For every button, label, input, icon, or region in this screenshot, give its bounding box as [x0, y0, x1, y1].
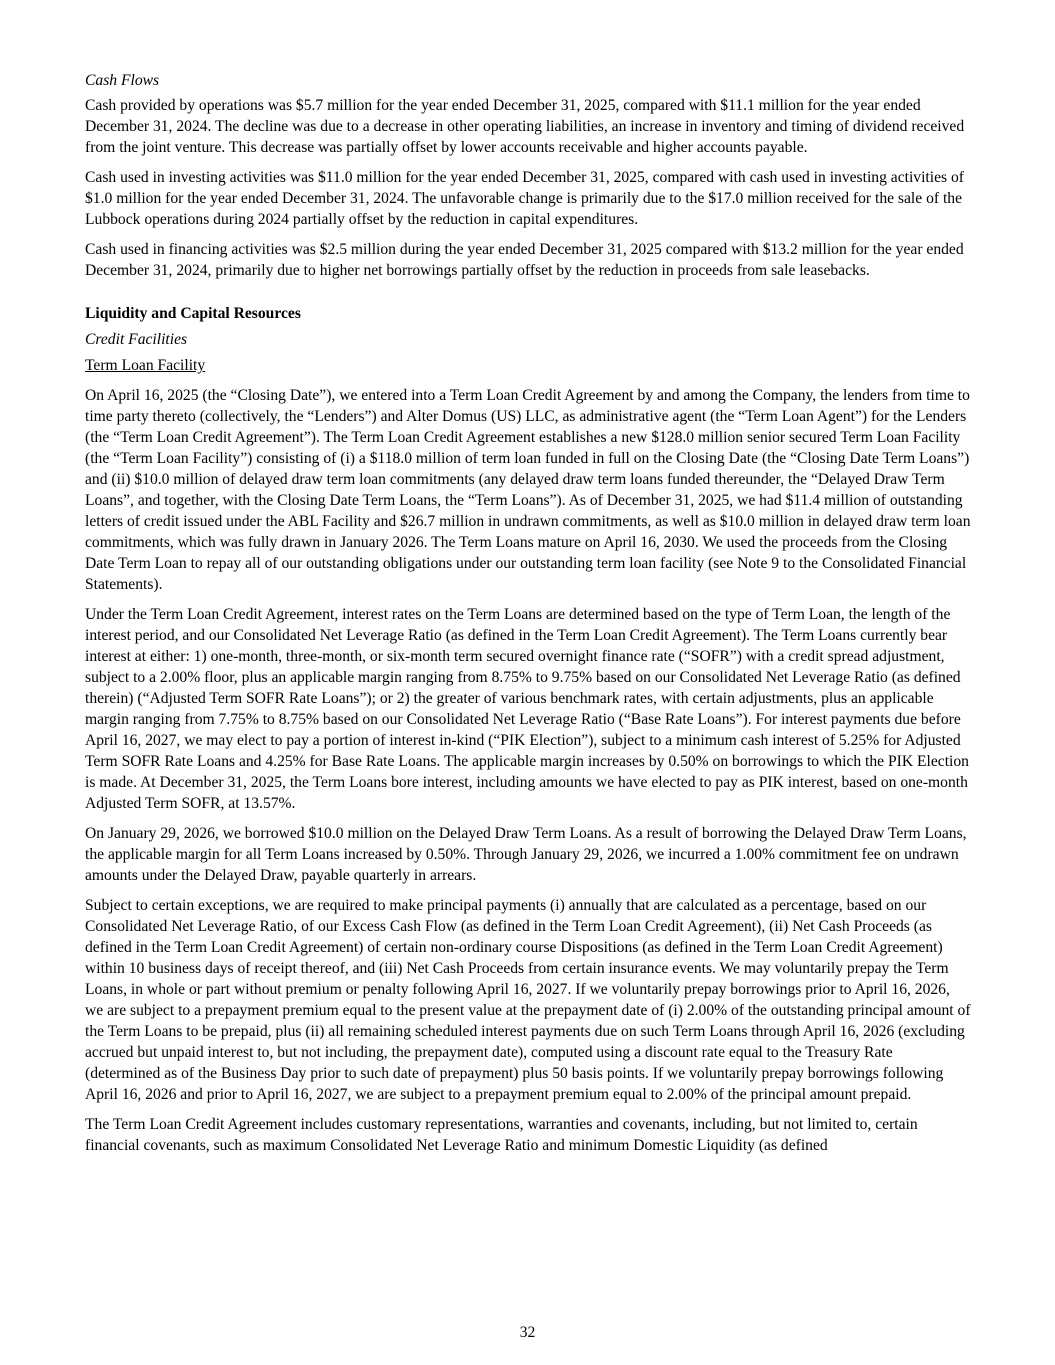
interest-rates-paragraph: Under the Term Loan Credit Agreement, interest rates on the Term Loans are determined based on the type of Term Loan, the length of the interest period, and our Consolidated Net Leverage Ratio (as defined in the Term Loan Credit Agreement). The Term Loans currently bear interest at either: 1) one-month, three-month, or six-month term secured overnight finance rate (“SOFR”) with a credit spread adjustment, subject to a 2.00% floor, plus an applicable margin ranging from 8.75% to 9.75% based on our Consolidated Net Leverage Ratio (as defined therein) (“Adjusted Term SOFR Rate Loans”); or 2) the greater of various benchmark rates, with certain adjustments, plus an applicable margin ranging from 7.75% to 8.75% based on our Consolidated Net Leverage Ratio (“Base Rate Loans”). For interest payments due before April 16, 2027, we may elect to pay a portion of interest in-kind (“PIK Election”), subject to a minimum cash interest of 5.25% for Adjusted Term SOFR Rate Loans and 4.25% for Base Rate Loans. The applicable margin increases by 0.50% on borrowings to which the PIK Election is made. At December 31, 2025, the Term Loans bore interest, including amounts we have elected to pay as PIK interest, based on one-month Adjusted Term SOFR, at 13.57%. [85, 606, 969, 812]
cash-flows-operations-paragraph: Cash provided by operations was $5.7 million for the year ended December 31, 2025, compared with $11.1 million for the year ended December 31, 2024. The decline was due to a decrease in other operating liabilities, an increase in inventory and timing of dividend received from the joint venture. This decrease was partially offset by lower accounts receivable and higher accounts payable. [85, 97, 965, 156]
credit-facilities-subheading: Credit Facilities [85, 331, 188, 348]
page-number: 32 [519, 1324, 536, 1341]
cash-flows-financing-paragraph: Cash used in financing activities was $2.5 million during the year ended December 31, 2025 compared with $13.2 million for the year ended December 31, 2024, primarily due to higher net borrowings partially offset by the reduction in proceeds from sale leasebacks. [85, 241, 964, 279]
term-loan-facility-heading: Term Loan Facility [85, 357, 206, 374]
principal-payments-paragraph: Subject to certain exceptions, we are required to make principal payments (i) annually that are calculated as a percentage, based on our Consolidated Net Leverage Ratio, of our Excess Cash Flow (as defined in the Term Loan Credit Agreement), (ii) Net Cash Proceeds (as defined in the Term Loan Credit Agreement) of certain non-ordinary course Dispositions (as defined in the Term Loan Credit Agreement) within 10 business days of receipt thereof, and (iii) Net Cash Proceeds from certain insurance events. We may voluntarily prepay the Term Loans, in whole or part without premium or penalty following April 16, 2027. If we voluntarily prepay borrowings prior to April 16, 2026, we are subject to a prepayment premium equal to the present value at the prepayment date of (i) 2.00% of the outstanding principal amount of the Term Loans to be prepaid, plus (ii) all remaining scheduled interest payments due on such Term Loans through April 16, 2026 (excluding accrued but unpaid interest to, but not including, the prepayment date), computed using a discount rate equal to the Treasury Rate (determined as of the Business Day prior to such date of prepayment) plus 50 basis points. If we voluntarily prepay borrowings following April 16, 2026 and prior to April 16, 2027, we are subject to a prepayment premium equal to 2.00% of the principal amount prepaid. [85, 897, 971, 1103]
cash-flows-heading: Cash Flows [85, 72, 160, 89]
term-loan-agreement-paragraph: On April 16, 2025 (the “Closing Date”), we entered into a Term Loan Credit Agreement by and among the Company, the lenders from time to time party thereto (collectively, the “Lenders”) and Alter Domus (US) LLC, as administrative agent (the “Term Loan Agent”) for the Lenders (the “Term Loan Credit Agreement”). The Term Loan Credit Agreement establishes a new $128.0 million senior secured Term Loan Facility (the “Term Loan Facility”) consisting of (i) a $118.0 million of term loan funded in full on the Closing Date (the “Closing Date Term Loans”) and (ii) $10.0 million of delayed draw term loan commitments (any delayed draw term loans funded thereunder, the “Delayed Draw Term Loans”, and together, with the Closing Date Term Loans, the “Term Loans”). As of December 31, 2025, we had $11.4 million of outstanding letters of credit issued under the ABL Facility and $26.7 million in undrawn commitments, as well as $10.0 million in delayed draw term loan commitments, which was fully drawn in January 2026. The Term Loans mature on April 16, 2030. We used the proceeds from the Closing Date Term Loan to repay all of our outstanding obligations under our outstanding term loan facility (see Note 9 to the Consolidated Financial Statements). [85, 387, 971, 593]
cash-flows-investing-paragraph: Cash used in investing activities was $11.0 million for the year ended December 31, 2025, compared with cash used in investing activities of $1.0 million for the year ended December 31, 2024. The unfavorable change is primarily due to the $17.0 million received for the sale of the Lubbock operations during 2024 partially offset by the reduction in capital expenditures. [85, 169, 964, 228]
liquidity-heading: Liquidity and Capital Resources [85, 305, 301, 322]
delayed-draw-paragraph: On January 29, 2026, we borrowed $10.0 million on the Delayed Draw Term Loans. As a result of borrowing the Delayed Draw Term Loans, the applicable margin for all Term Loans increased by 0.50%. Through January 29, 2026, we incurred a 1.00% commitment fee on undrawn amounts under the Delayed Draw, payable quarterly in arrears. [85, 825, 967, 884]
covenants-paragraph: The Term Loan Credit Agreement includes customary representations, warranties and covenants, including, but not limited to, certain financial covenants, such as maximum Consolidated Net Leverage Ratio and minimum Domestic Liquidity (as defined [85, 1116, 918, 1154]
